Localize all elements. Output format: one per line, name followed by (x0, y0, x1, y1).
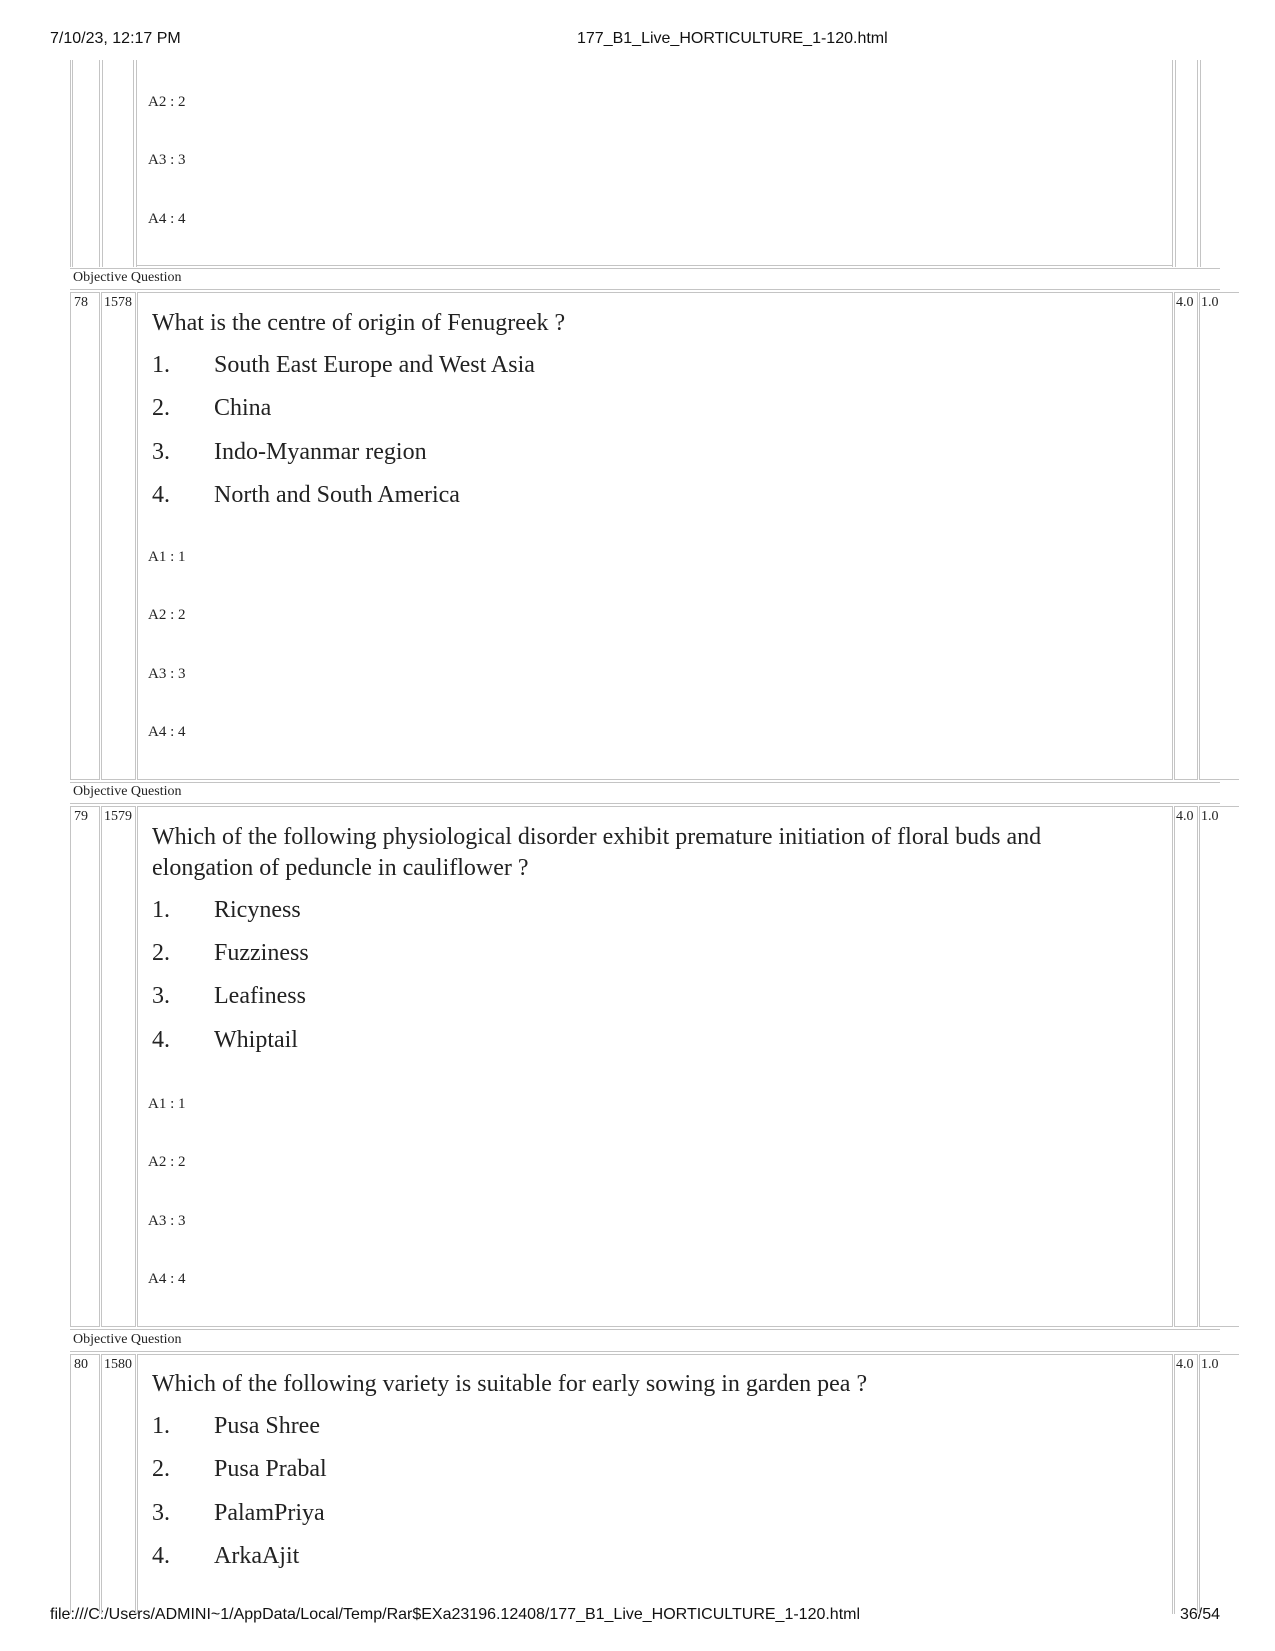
question-text: Which of the following variety is suitable for early sowing in garden pea ? (152, 1371, 868, 1397)
option-4: 4. North and South America (152, 482, 460, 508)
print-datetime: 7/10/23, 12:17 PM (50, 30, 181, 47)
question-type-label: Objective Question (73, 1332, 182, 1347)
print-title: 177_B1_Live_HORTICULTURE_1-120.html (577, 30, 888, 47)
option-1: 1. Pusa Shree (152, 1413, 320, 1439)
answer-label: A4 : 4 (148, 211, 186, 227)
question-type-label: Objective Question (73, 784, 182, 799)
question-text: Which of the following physiological disorder exhibit premature initiation of floral buds and elongation of peduncle in cauliflower ? (152, 824, 1042, 881)
answer-label: A3 : 3 (148, 152, 186, 168)
print-page-number: 36/54 (1180, 1606, 1221, 1623)
question-marks: 4.0 (1176, 1357, 1194, 1372)
question-marks: 4.0 (1176, 809, 1194, 824)
question-negative-marks: 1.0 (1201, 809, 1219, 824)
question-serial-number: 78 (74, 295, 88, 310)
question-negative-marks: 1.0 (1201, 1357, 1219, 1372)
answer-label: A3 : 3 (148, 1213, 186, 1229)
option-3: 3. Leafiness (152, 983, 306, 1009)
question-id: 1578 (104, 295, 132, 310)
question-text: What is the centre of origin of Fenugreek ? (152, 310, 566, 336)
print-file-path: file:///C:/Users/ADMINI~1/AppData/Local/Temp/Rar$EXa23196.12408/177_B1_Live_HORTICULTURE_1-120.html (50, 1606, 861, 1623)
option-2: 2. Fuzziness (152, 940, 309, 966)
answer-label: A4 : 4 (148, 724, 186, 740)
question-serial-number: 80 (74, 1357, 88, 1372)
question-serial-number: 79 (74, 809, 88, 824)
answer-label: A4 : 4 (148, 1271, 186, 1287)
question-id: 1579 (104, 809, 132, 824)
option-2: 2. Pusa Prabal (152, 1456, 327, 1482)
option-3: 3. PalamPriya (152, 1500, 325, 1526)
option-1: 1. South East Europe and West Asia (152, 352, 535, 378)
option-4: 4. ArkaAjit (152, 1543, 300, 1569)
question-type-label: Objective Question (73, 270, 182, 285)
option-1: 1. Ricyness (152, 897, 301, 923)
answer-label: A1 : 1 (148, 1096, 186, 1112)
answer-label: A1 : 1 (148, 549, 186, 565)
answer-label: A2 : 2 (148, 1154, 186, 1170)
question-negative-marks: 1.0 (1201, 295, 1219, 310)
option-3: 3. Indo-Myanmar region (152, 439, 427, 465)
question-marks: 4.0 (1176, 295, 1194, 310)
answer-label: A2 : 2 (148, 607, 186, 623)
option-4: 4. Whiptail (152, 1027, 298, 1053)
answer-label: A3 : 3 (148, 666, 186, 682)
answer-label: A2 : 2 (148, 94, 186, 110)
question-id: 1580 (104, 1357, 132, 1372)
option-2: 2. China (152, 395, 272, 421)
